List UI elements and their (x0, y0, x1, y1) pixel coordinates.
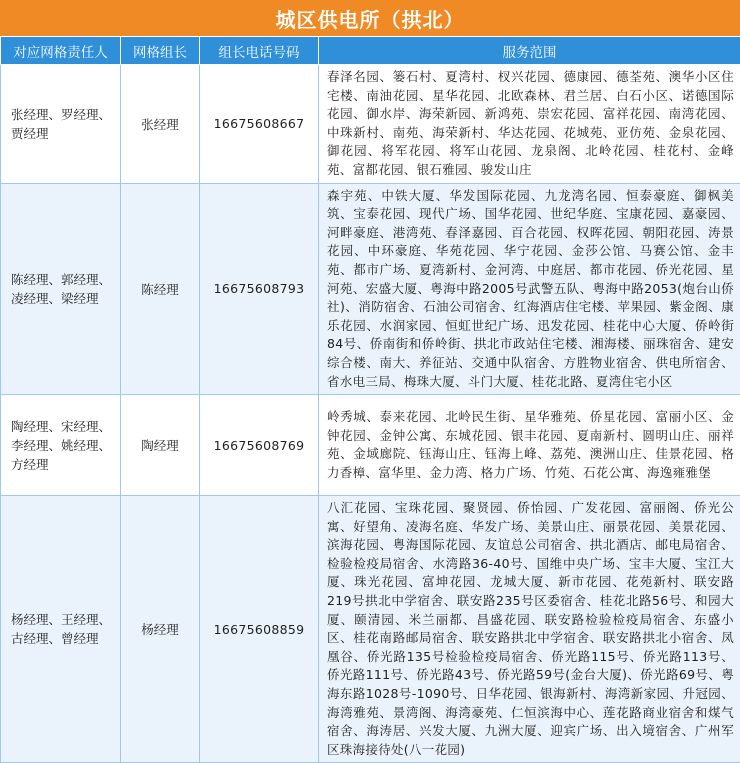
responsible-line: 张经理、罗经理、 (11, 105, 116, 124)
responsible-line: 陈经理、郭经理、 (11, 270, 116, 289)
responsible-line: 凌经理、梁经理 (11, 289, 116, 308)
table-row (1, 183, 740, 395)
responsible-line: 李经理、姚经理、 (11, 436, 116, 455)
service-table (0, 36, 740, 763)
scope-cell: 岭秀城、泰来花园、北岭民生街、星华雅苑、侨星花园、富丽小区、金钟花园、金钟公寓、东城花园、银丰花园、夏南新村、圆明山庄、丽祥苑、金域廊院、钰海山庄、钰海上峰、荔苑、澳洲山庄、佳景花园、格力香樟、富华里、金力湾、格力广场、竹苑、石花公寓、海逸雍雅堡 (319, 395, 740, 496)
table-row (1, 65, 740, 184)
header-phone: 组长电话号码 (200, 37, 319, 65)
responsible-cell (1, 65, 121, 184)
table-row (1, 496, 740, 763)
group-leader-cell: 陈经理 (121, 183, 200, 395)
phone-cell: 16675608769 (200, 395, 319, 496)
phone-cell: 16675608667 (200, 65, 319, 184)
group-leader-cell: 张经理 (121, 65, 200, 184)
header-scope: 服务范围 (319, 37, 740, 65)
page-title: 城区供电所（拱北） (0, 0, 740, 36)
header-group-leader: 网格组长 (121, 37, 200, 65)
scope-cell: 森宇苑、中铁大厦、华发国际花园、九龙湾名园、恒泰豪庭、御枫美筑、宝泰花园、现代广场、国华花园、世纪华庭、宝康花园、嘉豪园、河畔豪庭、港湾苑、春泽嘉园、百合花园、权晖花园、朝阳花园、涛景花园、中环豪庭、华苑花园、华宁花园、金莎公馆、马赛公馆、金丰苑、都市广场、夏湾新村、金河湾、中庭居、都市花园、侨光花园、星河苑、宏盛大厦、粤海中路2005号武警五队、粤海中路2053(炮台山侨社)、消防宿舍、石油公司宿舍、红海酒店住宅楼、苹果园、紫金阁、康乐花园、水润家园、恒虹世纪广场、迅发花园、桂花中心大厦、侨岭街84号、侨南街和侨岭街、拱北市政站住宅楼、湘海楼、丽珠宿舍、建安综合楼、南大、养征站、交通中队宿舍、方胜物业宿舍、供电所宿舍、省水电三局、梅珠大厦、斗门大厦、桂花北路、夏湾住宅小区 (319, 183, 740, 395)
table-row (1, 395, 740, 496)
phone-cell: 16675608859 (200, 496, 319, 763)
responsible-line: 杨经理、王经理、 (11, 610, 116, 629)
phone-cell: 16675608793 (200, 183, 319, 395)
responsible-cell (1, 395, 121, 496)
group-leader-cell: 杨经理 (121, 496, 200, 763)
responsible-line: 贾经理 (11, 124, 116, 143)
responsible-line: 陶经理、宋经理、 (11, 417, 116, 436)
scope-cell: 八汇花园、宝珠花园、聚贤园、侨怡园、广发花园、富丽阁、侨光公寓、好望角、凌海名庭、华发广场、美景山庄、丽景花园、美景花园、滨海花园、粤海国际花园、友谊总公司宿舍、拱北酒店、邮电局宿舍、检验检疫局宿舍、水湾路36-40号、国维中央广场、宝丰大厦、宝江大厦、珠光花园、富坤花园、龙城大厦、新市花园、花苑新村、联安路219号拱北中学宿舍、联安路235号区委宿舍、桂花北路56号、和园大厦、颐清园、米兰丽都、昌盛花园、联安路检验检疫局宿舍、东盛小区、桂花南路邮局宿舍、联安路拱北中学宿舍、联安路拱北小宿舍、凤凰谷、侨光路135号检验检疫局宿舍、侨光路115号、侨光路113号、侨光路111号、侨光路43号、侨光路59号(金台大厦)、侨光路69号、粤海东路1028号-1090号、日华花园、银海新村、海湾新家园、升冠园、海湾雅苑、景湾阁、海湾豪苑、仁恒滨海中心、莲花路商业宿舍和煤气宿舍、海涛居、兴发大厦、九洲大厦、迎宾广场、出入境宿舍、广州军区珠海接待处(八一花园) (319, 496, 740, 763)
responsible-cell (1, 496, 121, 763)
table-header-row (1, 37, 740, 65)
scope-cell: 春泽名园、篓石村、夏湾村、杈兴花园、德康园、德荃苑、澳华小区住宅楼、南油花园、星华花园、北欧森林、君兰居、白石小区、诺德国际花园、御水岸、海荣新园、新鸿苑、崇宏花园、富祥花园、南湾花园、中珠新村、南苑、海荣新村、华达花园、花城苑、亚仿苑、金泉花园、御花园、将军花园、将军山花园、龙泉阁、北岭花园、桂花村、金峰苑、富都花园、银石雅园、骏发山庄 (319, 65, 740, 184)
responsible-line: 方经理 (11, 455, 116, 474)
header-responsible: 对应网格责任人 (1, 37, 121, 65)
group-leader-cell: 陶经理 (121, 395, 200, 496)
responsible-cell (1, 183, 121, 395)
responsible-line: 古经理、曾经理 (11, 629, 116, 648)
